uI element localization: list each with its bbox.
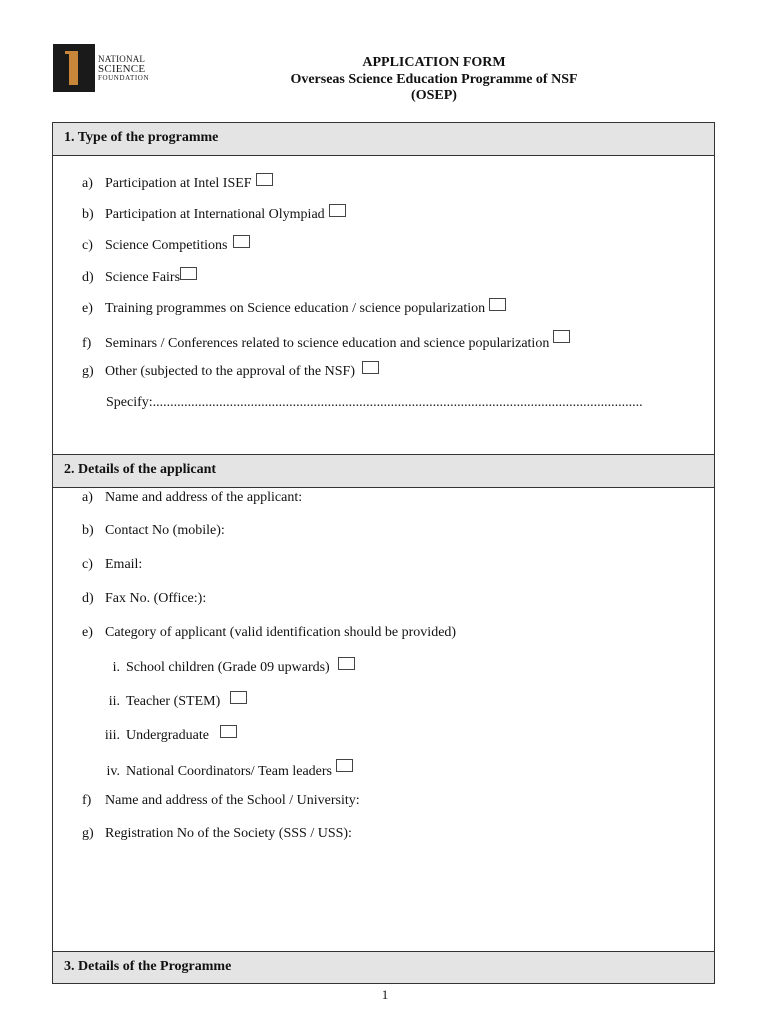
category-national-coordinators: iv. National Coordinators/ Team leaders [90, 759, 353, 780]
form-subtitle: Overseas Science Education Programme of NSF [290, 71, 578, 87]
logo-mark [53, 44, 95, 92]
form-title: APPLICATION FORM [362, 55, 506, 70]
section-1-heading: 1. Type of the programme [52, 122, 715, 156]
category-undergraduate: iii. Undergraduate [90, 725, 237, 744]
applicant-category: e) Category of applicant (valid identification should be provided) [82, 625, 457, 640]
programme-option-d: d) Science Fairs [82, 267, 197, 286]
checkbox-seminars[interactable] [553, 330, 570, 343]
category-teacher: ii. Teacher (STEM) [90, 691, 247, 710]
category-school-children: i. School children (Grade 09 upwards) [90, 657, 355, 676]
specify-field[interactable]: Specify:............................................................................................................................................ [106, 395, 643, 410]
society-registration-no[interactable]: g) Registration No of the Society (SSS / USS): [82, 826, 352, 841]
programme-option-a: a) Participation at Intel ISEF [82, 173, 273, 192]
nsf-logo [53, 44, 159, 92]
checkbox-national-coordinators[interactable] [336, 759, 353, 772]
checkbox-intel-isef[interactable] [256, 173, 273, 186]
checkbox-olympiad[interactable] [329, 204, 346, 217]
school-university-name-address[interactable]: f) Name and address of the School / University: [82, 793, 360, 808]
programme-option-g: g) Other (subjected to the approval of the NSF) [82, 361, 379, 380]
checkbox-other[interactable] [362, 361, 379, 374]
applicant-fax[interactable]: d) Fax No. (Office:): [82, 591, 207, 606]
programme-option-b: b) Participation at International Olympiad [82, 204, 346, 223]
applicant-name-address[interactable]: a) Name and address of the applicant: [82, 490, 303, 505]
applicant-contact-mobile[interactable]: b) Contact No (mobile): [82, 523, 225, 538]
programme-option-e: e) Training programmes on Science education / science popularization [82, 298, 506, 317]
checkbox-teacher[interactable] [230, 691, 247, 704]
programme-option-c: c) Science Competitions [82, 235, 250, 254]
checkbox-training-programmes[interactable] [489, 298, 506, 311]
page-number: 1 [381, 987, 389, 1002]
checkbox-science-competitions[interactable] [233, 235, 250, 248]
form-title-block [250, 55, 618, 105]
form-subtitle-acronym: (OSEP) [411, 88, 457, 103]
checkbox-undergraduate[interactable] [220, 725, 237, 738]
section-3-heading: 3. Details of the Programme [52, 951, 715, 984]
logo-wordmark: NATIONAL SCIENCE FOUNDATION [98, 54, 150, 82]
applicant-email[interactable]: c) Email: [82, 557, 143, 572]
section-2-heading: 2. Details of the applicant [52, 454, 715, 488]
checkbox-school-children[interactable] [338, 657, 355, 670]
checkbox-science-fairs[interactable] [180, 267, 197, 280]
programme-option-f: f) Seminars / Conferences related to science education and science popularization [82, 330, 570, 352]
